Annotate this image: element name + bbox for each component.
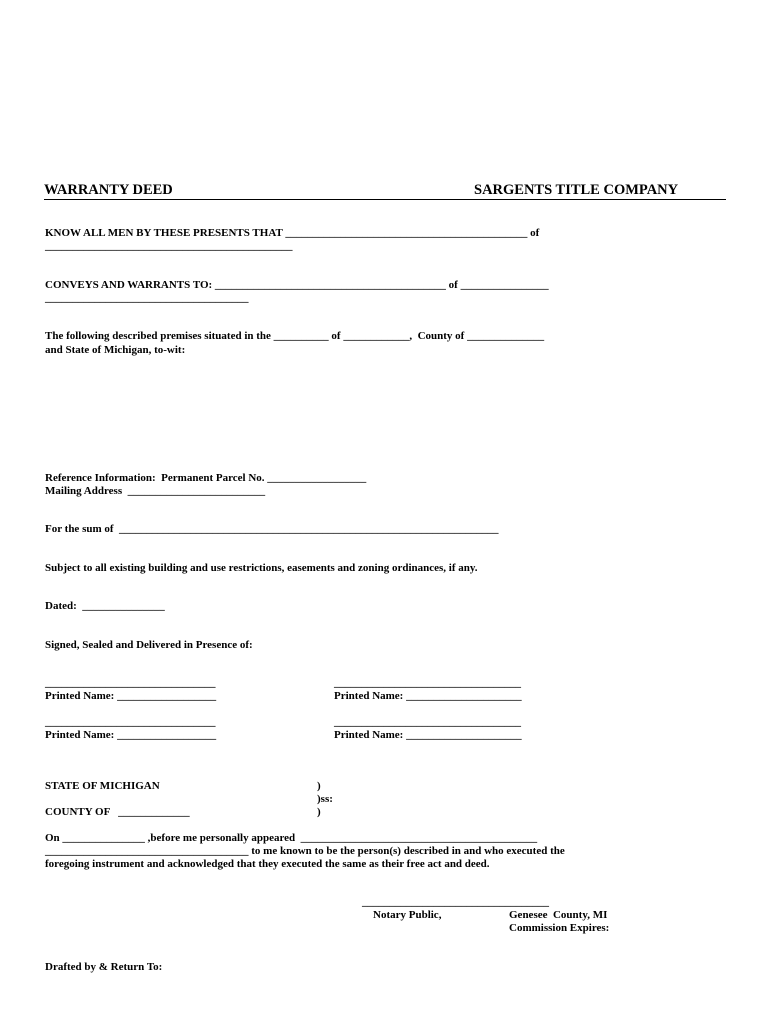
notary-public-label: Notary Public,	[373, 909, 442, 921]
acknowledgment-text: foregoing instrument and acknowledged that they executed the same as their free act and deed.	[45, 858, 490, 870]
document-title: WARRANTY DEED	[44, 182, 173, 198]
grantor-address-line: _____________________________________________	[45, 240, 293, 252]
commission-expires-label: Commission Expires:	[509, 922, 610, 934]
premises-state-line: and State of Michigan, to-wit:	[45, 344, 186, 356]
printed-name-left-1: Printed Name: __________________	[45, 690, 217, 702]
grantee-line: CONVEYS AND WARRANTS TO: __________________________________________ of ________________	[45, 279, 549, 291]
ss-paren-3: )	[317, 806, 321, 818]
drafted-by-label: Drafted by & Return To:	[45, 961, 163, 973]
signed-presence-text: Signed, Sealed and Delivered in Presence of:	[45, 639, 253, 651]
witness-signature-line-left-2: _______________________________	[45, 716, 216, 728]
company-name: SARGENTS TITLE COMPANY	[474, 182, 679, 198]
acknowledgment-known-line: _____________________________________ to me known to be the person(s) described in and who executed the	[45, 845, 565, 857]
witness-signature-line-left-1: _______________________________	[45, 677, 216, 689]
premises-line: The following described premises situated in the __________ of ____________, County of ______________	[45, 330, 545, 342]
sum-line: For the sum of _____________________________________________________________________	[45, 523, 499, 535]
ss-paren-1: )	[317, 780, 321, 792]
parcel-number-line: Reference Information: Permanent Parcel No. __________________	[45, 472, 367, 484]
header-divider	[44, 199, 726, 200]
dated-line: Dated: _______________	[45, 600, 165, 612]
printed-name-left-2: Printed Name: __________________	[45, 729, 217, 741]
witness-signature-line-right-2: __________________________________	[334, 716, 521, 728]
grantor-line: KNOW ALL MEN BY THESE PRESENTS THAT ____________________________________________ of	[45, 227, 540, 239]
ss-label: )ss:	[317, 793, 333, 805]
county-label: COUNTY OF _____________	[45, 806, 190, 818]
printed-name-right-1: Printed Name: _____________________	[334, 690, 522, 702]
printed-name-right-2: Printed Name: _____________________	[334, 729, 522, 741]
witness-signature-line-right-1: __________________________________	[334, 677, 521, 689]
state-label: STATE OF MICHIGAN	[45, 780, 160, 792]
grantee-address-line: _____________________________________	[45, 292, 249, 304]
notary-signature-line: __________________________________	[362, 896, 549, 908]
notary-county-label: Genesee County, MI	[509, 909, 608, 921]
mailing-address-line: Mailing Address _________________________	[45, 485, 266, 497]
acknowledgment-on-line: On _______________ ,before me personally appeared ___________________________________________	[45, 832, 538, 844]
restrictions-text: Subject to all existing building and use restrictions, easements and zoning ordinances, if any.	[45, 562, 478, 574]
